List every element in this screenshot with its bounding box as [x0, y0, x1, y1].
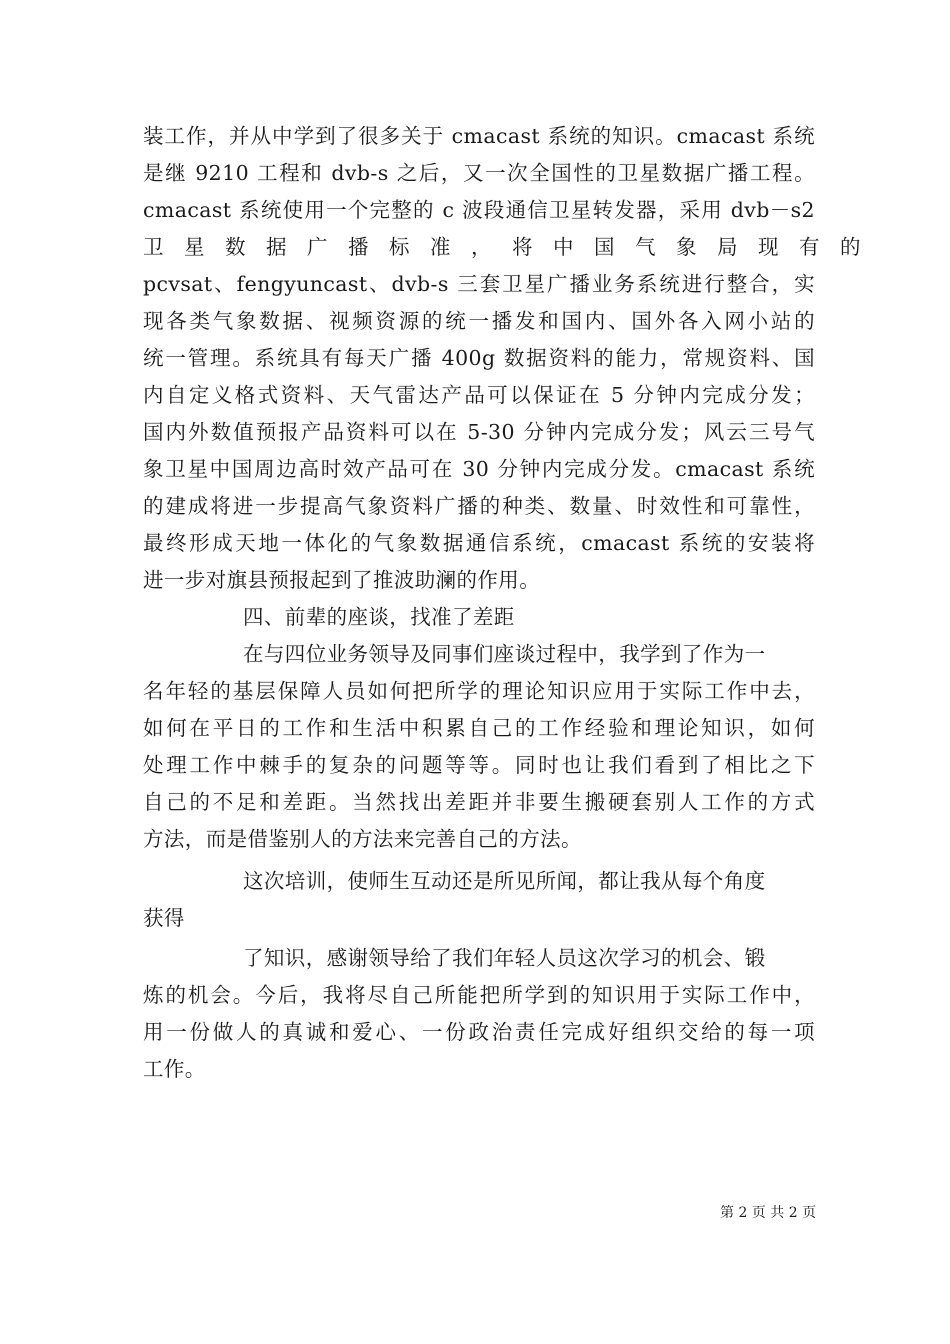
text-line: pcvsat、fengyuncast、dvb-s 三套卫星广播业务系统进行整合，实	[143, 272, 815, 296]
text-line: 这次培训，使师生互动还是所见所闻，都让我从每个角度	[243, 869, 766, 893]
text-line: 名年轻的基层保障人员如何把所学的理论知识应用于实际工作中去，	[143, 679, 815, 703]
text-line: 是继 9210 工程和 dvb-s 之后，又一次全国性的卫星数据广播工程。	[143, 161, 815, 185]
text-line: 方法，而是借鉴别人的方法来完善自己的方法。	[143, 827, 582, 851]
text-line: 国内外数值预报产品资料可以在 5-30 分钟内完成分发；风云三号气	[143, 420, 815, 444]
text-line: 的建成将进一步提高气象资料广播的种类、数量、时效性和可靠性，	[143, 494, 815, 518]
text-line: cmacast 系统使用一个完整的 c 波段通信卫星转发器，采用 dvb－s2	[143, 198, 815, 222]
text-line: 卫星数据广播标准，将中国气象局现有的	[143, 235, 881, 259]
text-line: 进一步对旗县预报起到了推波助澜的作用。	[143, 568, 541, 592]
text-line: 了知识，感谢领导给了我们年轻人员这次学习的机会、锻	[243, 946, 766, 970]
text-line: 炼的机会。今后，我将尽自己所能把所学到的知识用于实际工作中，	[143, 983, 815, 1007]
text-line: 用一份做人的真诚和爱心、一份政治责任完成好组织交给的每一项	[143, 1020, 815, 1044]
text-line: 最终形成天地一体化的气象数据通信系统，cmacast 系统的安装将	[143, 531, 815, 555]
text-line: 统一管理。系统具有每天广播 400g 数据资料的能力，常规资料、国	[143, 346, 815, 370]
text-line: 自己的不足和差距。当然找出差距并非要生搬硬套别人工作的方式	[143, 790, 815, 814]
text-line: 获得	[143, 906, 185, 930]
text-line: 工作。	[143, 1057, 206, 1081]
text-line: 处理工作中棘手的复杂的问题等等。同时也让我们看到了相比之下	[143, 753, 815, 777]
text-line: 装工作，并从中学到了很多关于 cmacast 系统的知识。cmacast 系统	[143, 124, 815, 148]
text-line: 如何在平日的工作和生活中积累自己的工作经验和理论知识，如何	[143, 716, 815, 740]
section-heading: 四、前辈的座谈，找准了差距	[243, 605, 515, 629]
text-line: 现各类气象数据、视频资源的统一播发和国内、国外各入网小站的	[143, 309, 815, 333]
page-number: 第 2 页 共 2 页	[720, 1205, 817, 1221]
text-line: 在与四位业务领导及同事们座谈过程中，我学到了作为一	[243, 642, 766, 666]
text-line: 象卫星中国周边高时效产品可在 30 分钟内完成分发。cmacast 系统	[143, 457, 815, 481]
text-line: 内自定义格式资料、天气雷达产品可以保证在 5 分钟内完成分发；	[143, 383, 815, 407]
